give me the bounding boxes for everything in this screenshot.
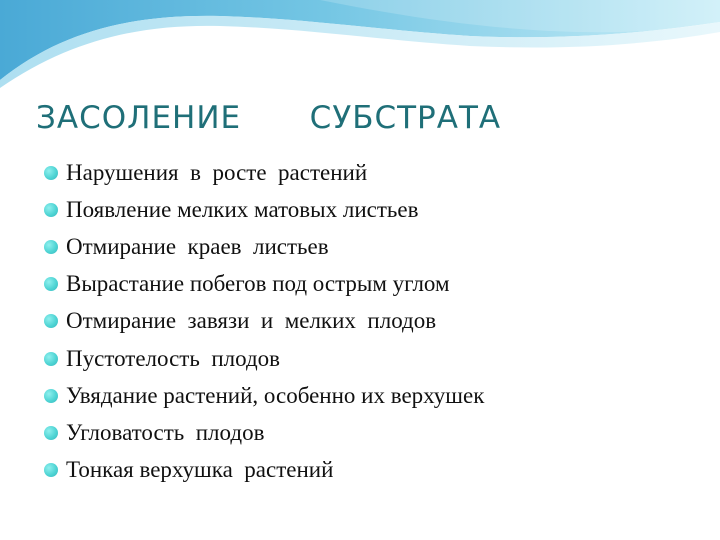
bullet-text: Появление мелких матовых листьев [66, 196, 419, 222]
bullet-dot-icon [44, 426, 58, 440]
list-item [44, 377, 704, 414]
list-item [44, 340, 704, 377]
bullet-dot-icon [44, 203, 58, 217]
slide-title: ЗАСОЛЕНИЕ СУБСТРАТА [36, 100, 502, 136]
bullet-text: Угловатость плодов [66, 419, 265, 445]
bullet-text: Отмирание завязи и мелких плодов [66, 308, 437, 334]
bullet-dot-icon [44, 352, 58, 366]
bullet-dot-icon [44, 166, 58, 180]
bullet-text: Вырастание побегов под острым углом [66, 271, 450, 297]
list-item [44, 303, 704, 340]
list-item [44, 414, 704, 451]
bullet-dot-icon [44, 277, 58, 291]
list-item [44, 191, 704, 228]
bullet-list [44, 154, 704, 489]
list-item [44, 452, 704, 489]
header-wave-decoration [0, 0, 720, 90]
bullet-dot-icon [44, 463, 58, 477]
list-item [44, 266, 704, 303]
bullet-dot-icon [44, 389, 58, 403]
bullet-dot-icon [44, 314, 58, 328]
bullet-text: Нарушения в росте растений [66, 159, 368, 185]
bullet-text: Увядание растений, особенно их верхушек [66, 382, 485, 408]
bullet-text: Отмирание краев листьев [66, 233, 329, 259]
bullet-text: Тонкая верхушка растений [66, 457, 334, 483]
bullet-dot-icon [44, 240, 58, 254]
bullet-text: Пустотелость плодов [66, 345, 281, 371]
list-item [44, 154, 704, 191]
list-item [44, 228, 704, 265]
